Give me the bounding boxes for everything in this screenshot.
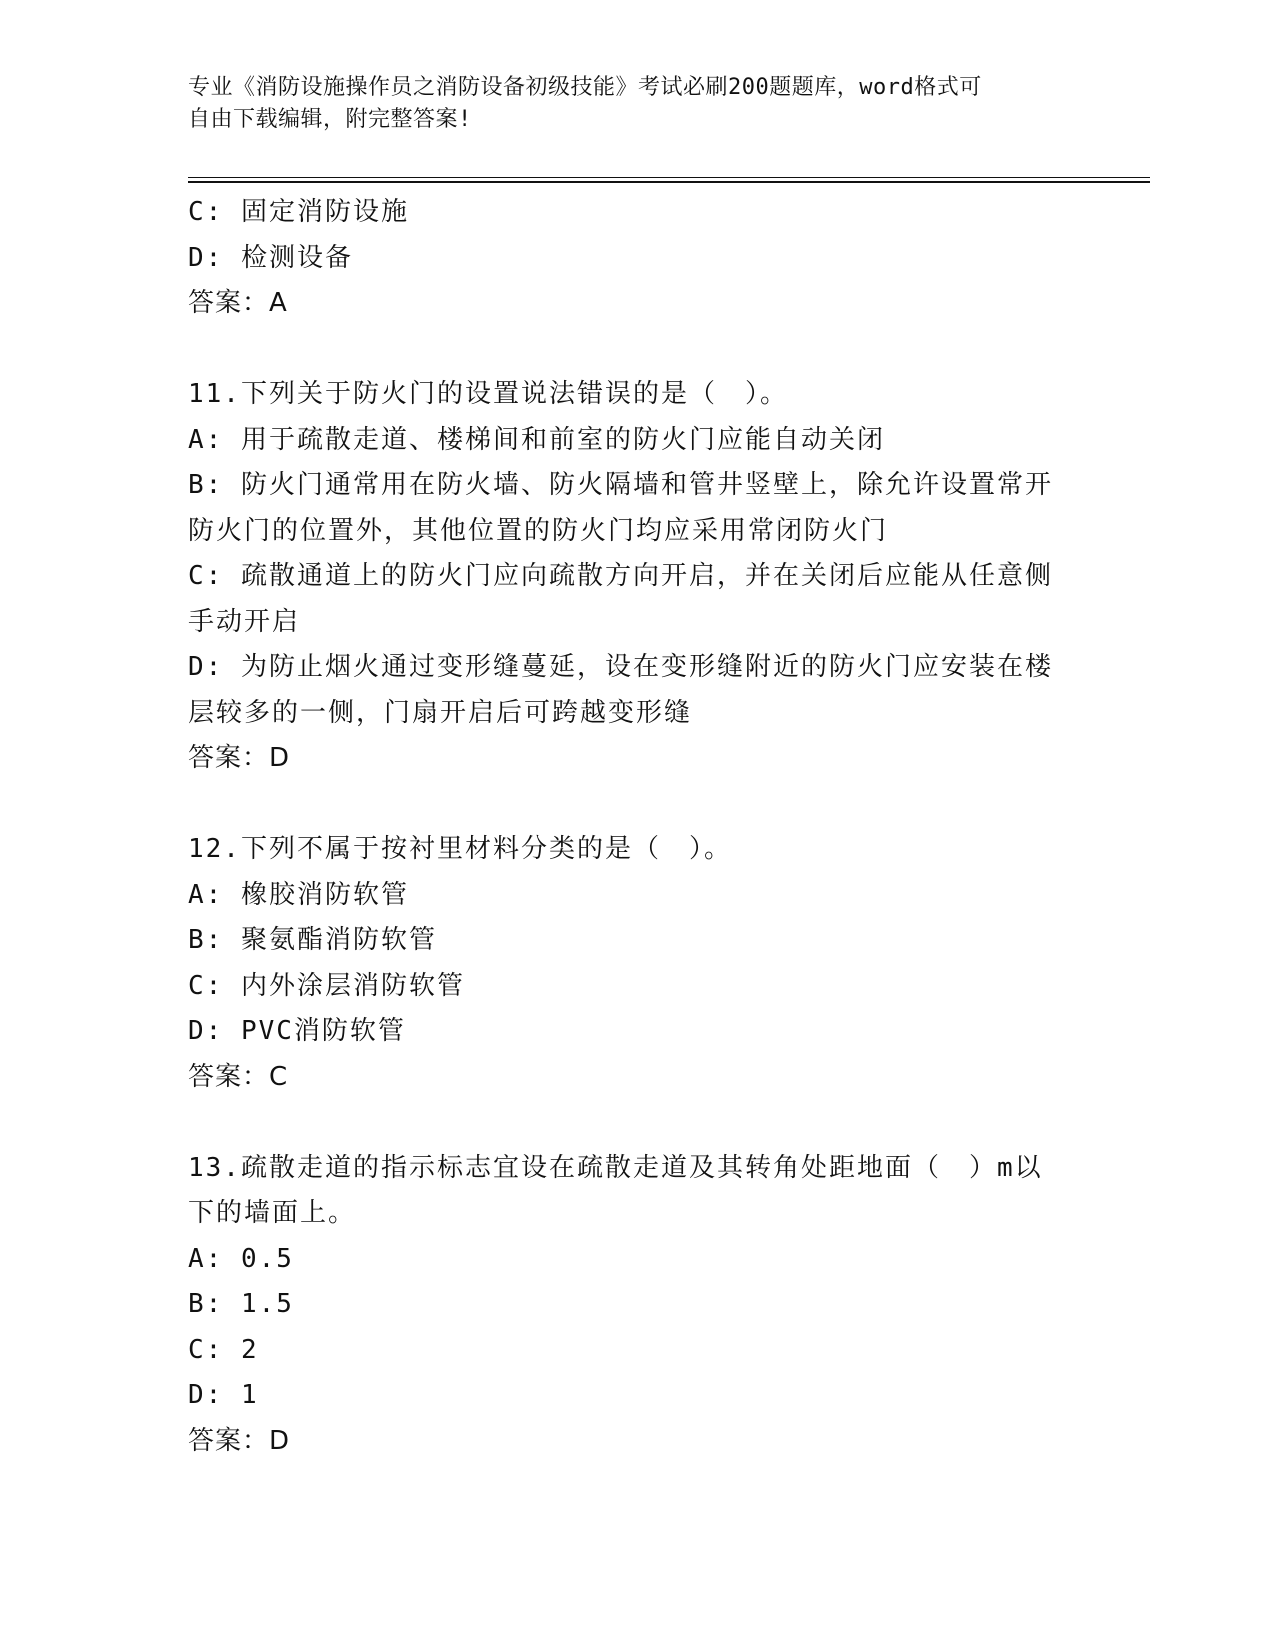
answer: 答案：C [188,1061,289,1092]
spacer [188,1100,1088,1146]
option-b: B: 聚氨酯消防软管 [188,925,437,955]
answer: 答案：D [188,1425,291,1456]
option-c: C: 疏散通道上的防火门应向疏散方向开启，并在关闭后应能从任意侧 [188,561,1053,591]
question-stem: 13.疏散走道的指示标志宜设在疏散走道及其转角处距地面（ ）m以 [188,1152,1043,1183]
spacer [188,327,1088,373]
option-b: B: 1.5 [188,1289,294,1319]
option-c: C: 内外涂层消防软管 [188,970,465,1001]
spacer [188,782,1088,828]
question-stem-cont: 下的墙面上。 [188,1198,357,1228]
option-a: A: 0.5 [188,1243,294,1274]
header-rule-thin [188,177,1150,178]
option-d-cont: 层较多的一侧，门扇开启后可跨越变形缝 [188,697,693,728]
option-d: D: 1 [188,1380,259,1410]
option-c: C: 2 [188,1334,259,1365]
question-12 [188,827,1088,1100]
option-a: A: 橡胶消防软管 [188,879,409,910]
option-b-cont: 防火门的位置外，其他位置的防火门均应采用常闭防火门 [188,515,889,546]
question-10-tail [188,190,1088,327]
question-stem: 12.下列不属于按衬里材料分类的是（ ）。 [188,834,732,864]
option-d: D: PVC消防软管 [188,1016,406,1046]
document-header [188,72,1068,136]
header-line-1: 专业《消防设施操作员之消防设备初级技能》考试必刷200题题库，word格式可 [188,75,982,100]
option-a: A: 用于疏散走道、楼梯间和前室的防火门应能自动关闭 [188,424,885,455]
question-11 [188,372,1088,782]
option-b: B: 防火门通常用在防火墙、防火隔墙和管井竖壁上，除允许设置常开 [188,470,1053,500]
question-list [188,190,1088,1464]
answer: 答案：D [188,743,291,773]
question-13 [188,1146,1088,1465]
option-c-cont: 手动开启 [188,606,301,637]
header-rule-thick [188,181,1150,183]
question-stem: 11.下列关于防火门的设置说法错误的是（ ）。 [188,379,788,409]
option-d: D: 检测设备 [188,242,353,273]
option-c: C: 固定消防设施 [188,197,409,227]
answer: 答案：A [188,288,288,318]
option-d: D: 为防止烟火通过变形缝蔓延，设在变形缝附近的防火门应安装在楼 [188,652,1053,682]
header-line-2: 自由下载编辑，附完整答案! [188,107,472,132]
